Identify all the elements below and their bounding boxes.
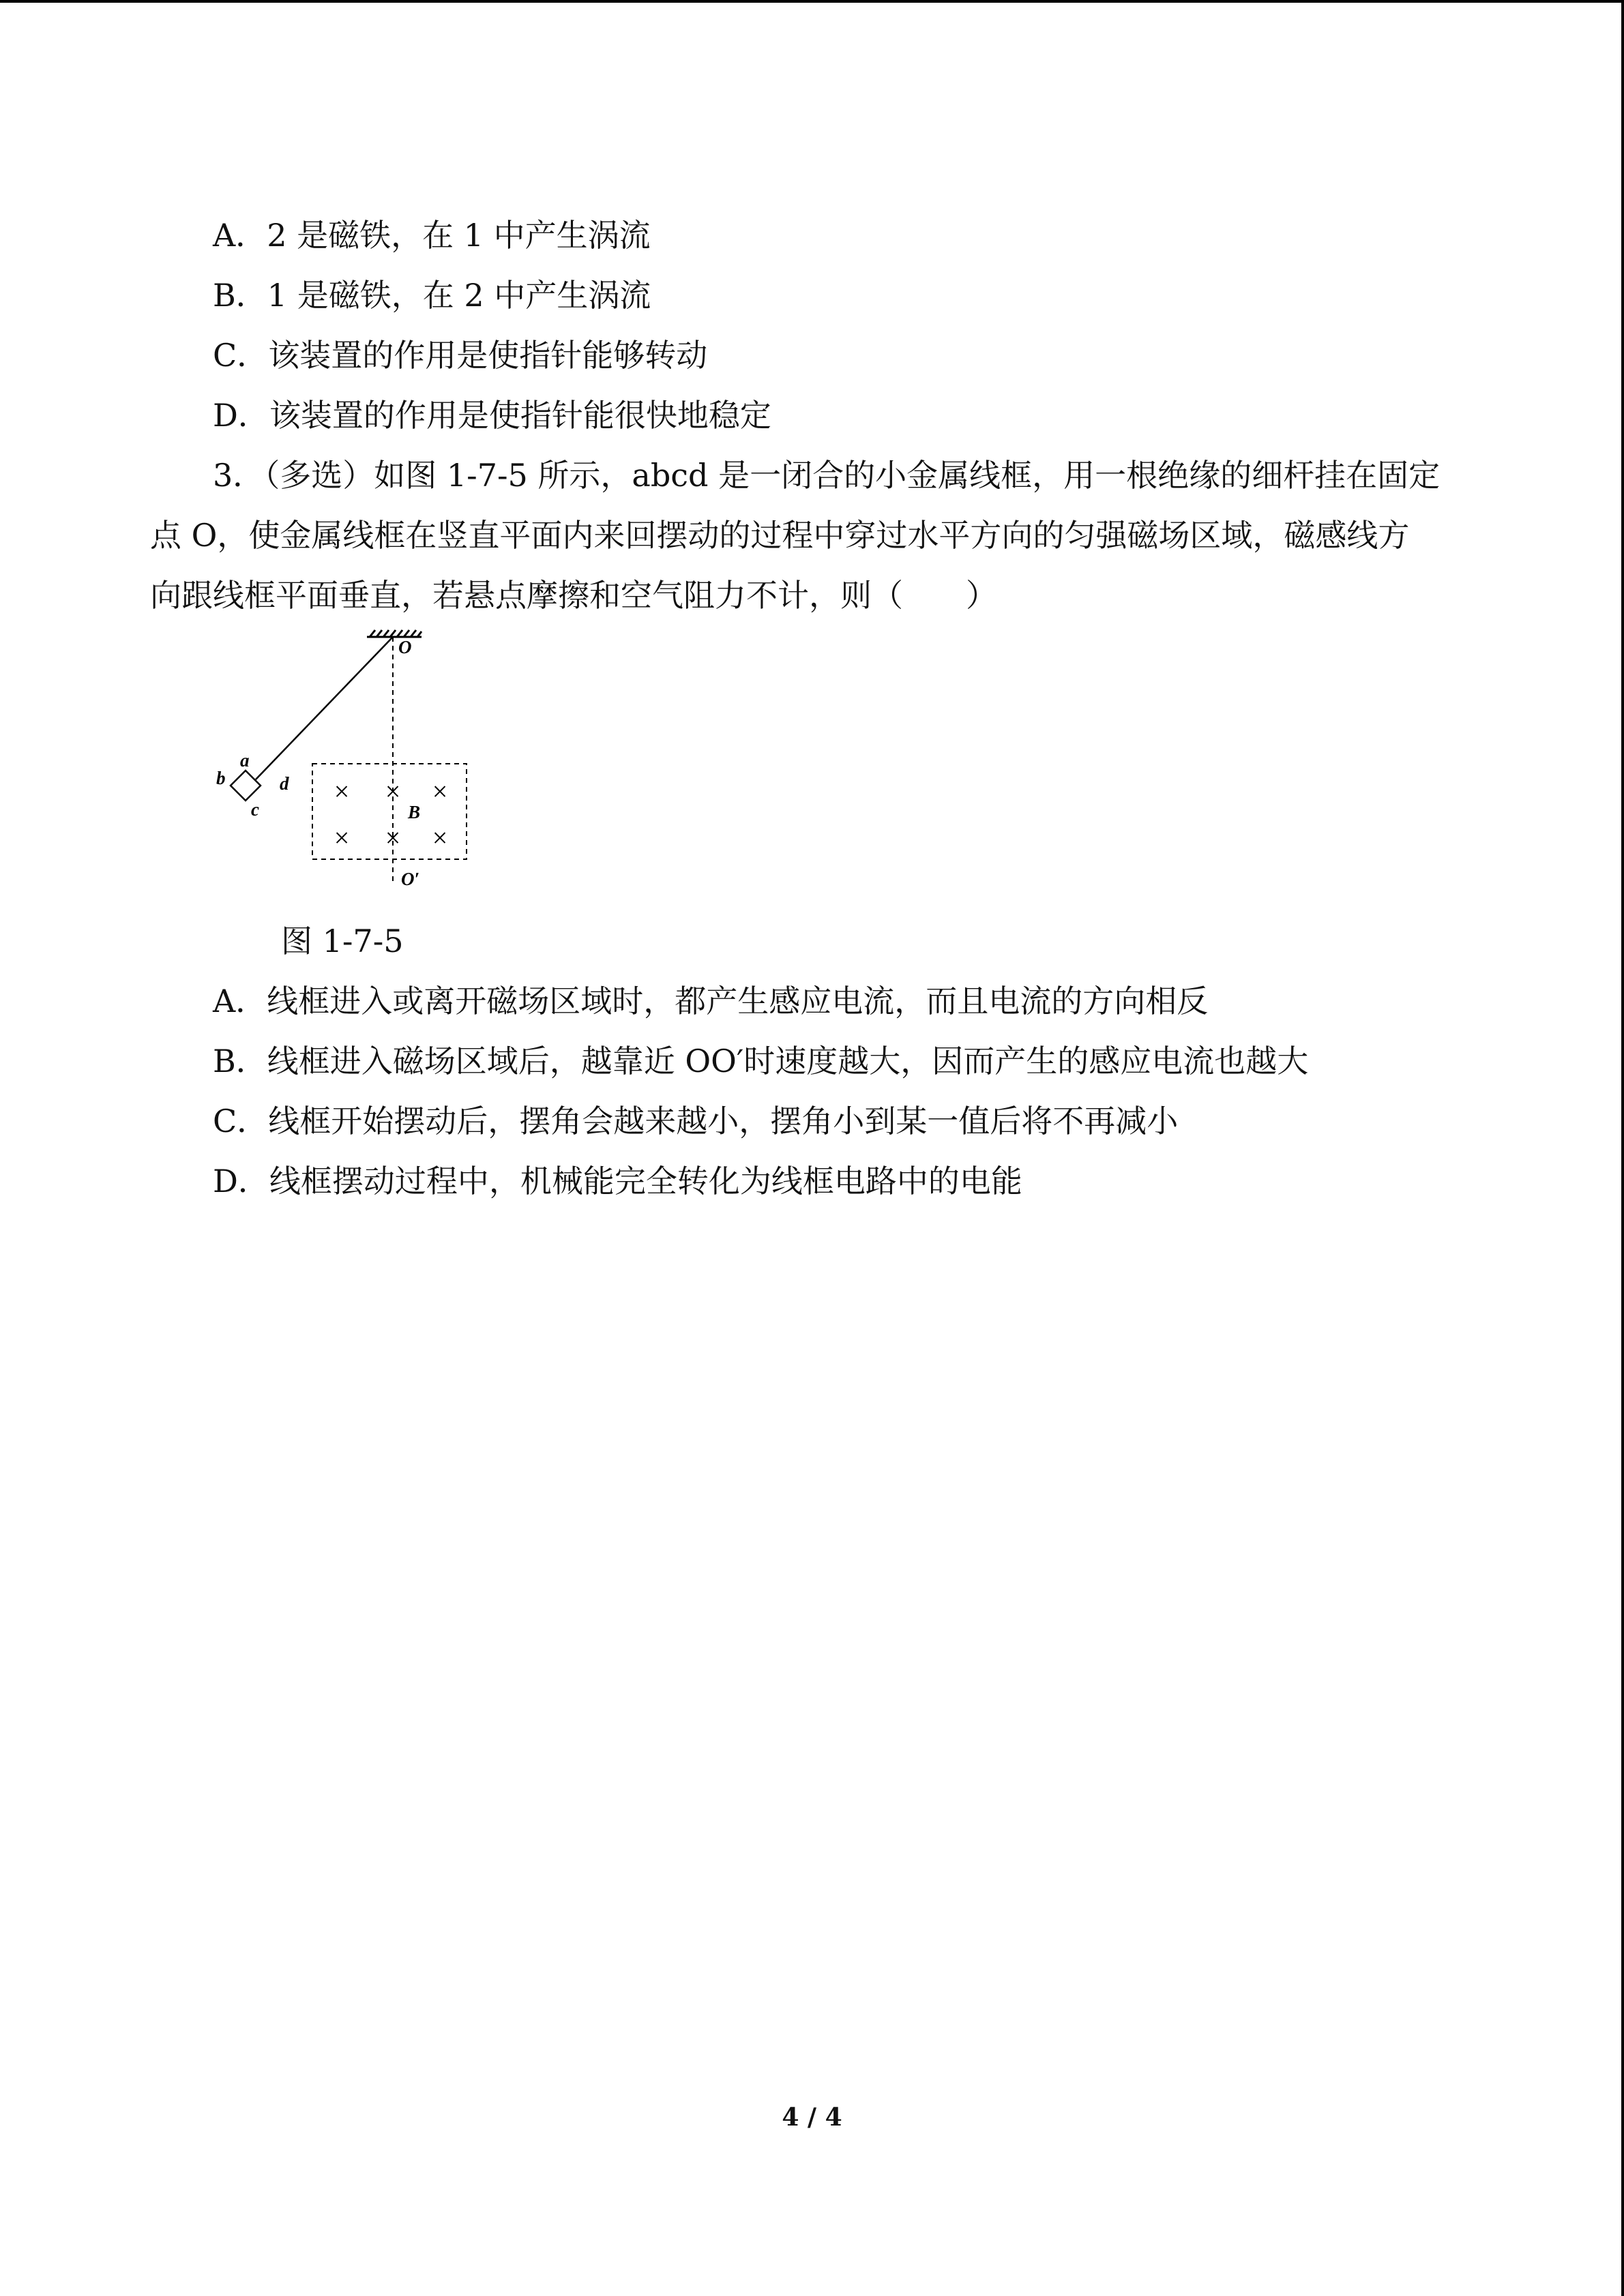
- question-stem-line-1: 3．（多选）如图 1-7-5 所示，abcd 是一闭合的小金属线框，用一根绝缘的细杆挂在固定: [213, 457, 1441, 494]
- field-marker: ×: [385, 776, 401, 807]
- question-stem-line-2: 点 O，使金属线框在竖直平面内来回摆动的过程中穿过水平方向的匀强磁场区域，磁感线方: [150, 517, 1410, 554]
- top-border: [0, 0, 1624, 3]
- figure-caption: 图 1-7-5: [281, 923, 404, 959]
- option-b: B．1 是磁铁，在 2 中产生涡流: [213, 277, 651, 314]
- label-field-b: B: [408, 802, 421, 822]
- label-axis-o-prime: O′: [401, 869, 420, 889]
- field-marker: ×: [432, 822, 448, 853]
- label-pivot-o: O: [398, 637, 412, 657]
- ceiling-hatch: [367, 630, 422, 637]
- option-c: C．线框开始摆动后，摆角会越来越小，摆角小到某一值后将不再减小: [213, 1103, 1179, 1139]
- field-marker: ×: [385, 822, 401, 853]
- question-stem-line-3: 向跟线框平面垂直，若悬点摩擦和空气阻力不计，则（ ）: [150, 577, 997, 614]
- option-b: B．线框进入磁场区域后，越靠近 OO′时速度越大，因而产生的感应电流也越大: [213, 1043, 1309, 1079]
- label-vertex-a: a: [240, 750, 250, 771]
- label-vertex-b: b: [216, 768, 226, 788]
- option-d: D．该装置的作用是使指针能很快地稳定: [213, 397, 771, 434]
- option-d: D．线框摆动过程中，机械能完全转化为线框电路中的电能: [213, 1163, 1022, 1199]
- label-vertex-d: d: [280, 773, 289, 794]
- pendulum-figure: [205, 626, 477, 899]
- option-a: A．线框进入或离开磁场区域时，都产生感应电流，而且电流的方向相反: [213, 983, 1209, 1019]
- field-marker: ×: [334, 776, 350, 807]
- field-marker: ×: [432, 776, 448, 807]
- field-markers: [334, 776, 448, 853]
- field-marker: ×: [334, 822, 350, 853]
- option-a: A．2 是磁铁，在 1 中产生涡流: [213, 217, 651, 254]
- option-c: C．该装置的作用是使指针能够转动: [213, 337, 708, 374]
- label-vertex-c: c: [251, 799, 259, 820]
- wire-frame: [231, 771, 261, 801]
- page-number: 4 / 4: [782, 2103, 842, 2132]
- rod-line: [256, 637, 393, 779]
